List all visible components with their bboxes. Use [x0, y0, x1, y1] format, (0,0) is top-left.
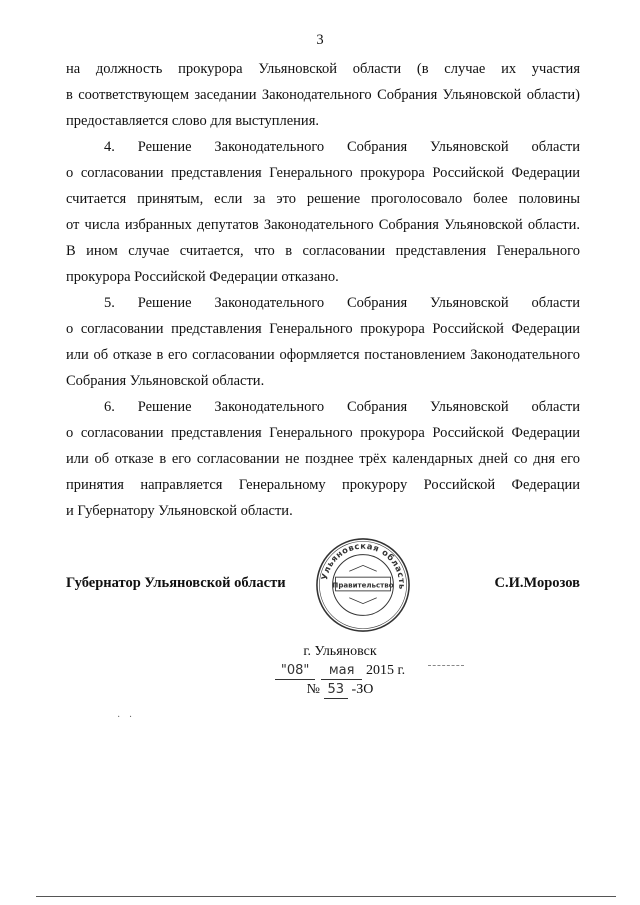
text-line: от числа избранных депутатов Законодательного Собрания Ульяновской области. — [66, 217, 580, 233]
seal-ring-text: Ульяновская область — [319, 540, 408, 591]
text-line: в соответствующем заседании Законодательного Собрания Ульяновской области) — [66, 87, 580, 103]
law-number-line — [250, 680, 430, 699]
page-number: 3 — [316, 32, 324, 48]
number-sign: № — [306, 682, 320, 697]
text-line: 4. Решение Законодательного Собрания Ульяновской области — [104, 139, 580, 155]
text-line: В ином случае считается, что в согласовании представления Генерального — [66, 243, 580, 259]
page-bottom-edge — [36, 896, 616, 897]
text-line: считается принятым, если за это решение проголосовало более половины — [66, 191, 580, 207]
text-line: или об отказе в его согласовании оформляется постановлением Законодательного — [66, 347, 580, 363]
text-line: 6. Решение Законодательного Собрания Ульяновской области — [104, 399, 580, 415]
document-body — [66, 56, 580, 524]
text-line: Собрания Ульяновской области. — [66, 373, 265, 389]
text-line: о согласовании представления Генерального прокурора Российской Федерации — [66, 165, 580, 181]
text-line: прокурора Российской Федерации отказано. — [66, 269, 339, 285]
text-line: или об отказе в его согласовании не позднее трёх календарных дней со дня его — [66, 451, 580, 467]
paragraph-4 — [66, 134, 580, 290]
signatory-position: Губернатор Ульяновской области — [66, 575, 286, 591]
paragraph-6 — [66, 394, 580, 524]
text-line: и Губернатору Ульяновской области. — [66, 503, 293, 519]
date-line — [250, 661, 430, 680]
date-day: "08" — [275, 663, 316, 680]
scan-specks: · · — [117, 712, 136, 723]
text-line: о согласовании представления Генерального прокурора Российской Федерации — [66, 425, 580, 441]
date-year: 2015 г. — [365, 663, 406, 678]
paragraph-5 — [66, 290, 580, 394]
text-line: принятия направляется Генеральному прокурору Российской Федерации — [66, 477, 580, 493]
law-number: 53 — [324, 682, 349, 699]
scan-dash-mark — [428, 665, 464, 666]
city: г. Ульяновск — [303, 644, 377, 659]
number-suffix: -ЗО — [351, 682, 374, 697]
seal-center-text: Правительство — [332, 580, 394, 590]
text-line: о согласовании представления Генерального прокурора Российской Федерации — [66, 321, 580, 337]
date-month: мая — [321, 663, 363, 680]
paragraph-intro — [66, 56, 580, 134]
place-and-date — [250, 642, 430, 699]
text-line: предоставляется слово для выступления. — [66, 113, 319, 129]
text-line: 5. Решение Законодательного Собрания Ульяновской области — [104, 295, 580, 311]
official-seal-icon — [314, 536, 412, 634]
text-line: на должность прокурора Ульяновской области (в случае их участия — [66, 61, 580, 77]
signatory-name: С.И.Морозов — [494, 575, 580, 591]
